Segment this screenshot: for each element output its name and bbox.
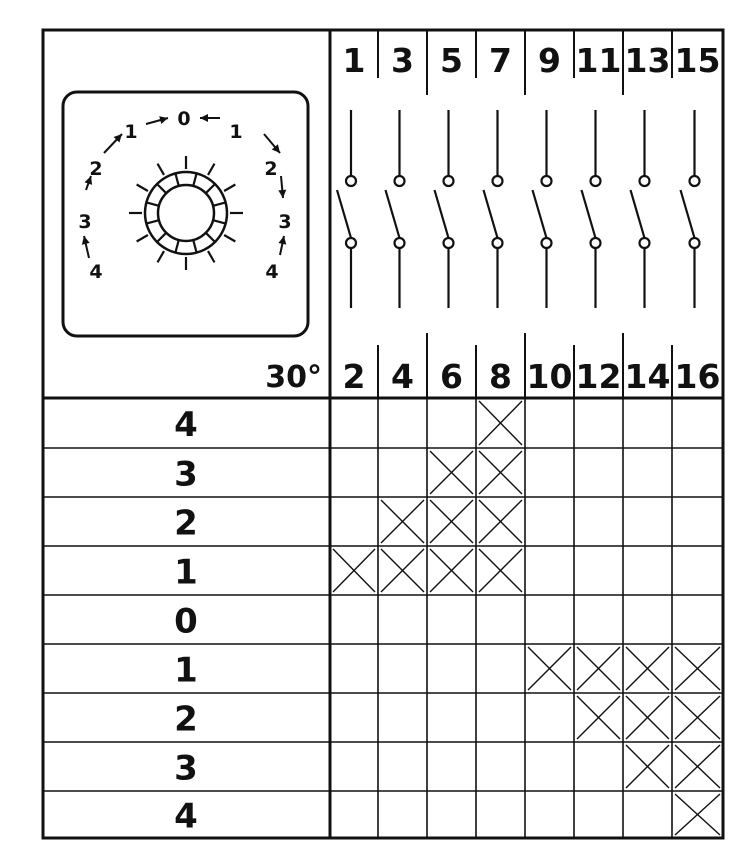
contact-label-bottom: 10 [526, 357, 573, 396]
contact-label-top: 13 [624, 41, 671, 80]
position-tick [158, 251, 165, 262]
ring-segment-tick [157, 233, 166, 242]
position-tick [208, 251, 215, 262]
closed-contact-mark [479, 401, 522, 445]
contact-label-bottom: 2 [342, 357, 366, 396]
switch-contact-bottom [395, 238, 405, 248]
switch-contact-bottom [542, 238, 552, 248]
position-label: 2 [174, 503, 198, 544]
diagram-frame [43, 30, 723, 838]
closed-contact-mark [626, 647, 669, 690]
contact-label-bottom: 6 [440, 357, 463, 396]
position-label: 3 [174, 454, 198, 495]
contact-label-bottom: 12 [575, 357, 622, 396]
ring-segment-tick [146, 220, 159, 223]
contact-label-top: 15 [674, 41, 721, 80]
position-tick [137, 235, 148, 242]
contact-label-top: 11 [575, 41, 622, 80]
switch-contact-bottom [346, 238, 356, 248]
switch-contact-top [690, 176, 700, 186]
switch-contact-top [493, 176, 503, 186]
switch-symbols [337, 110, 700, 308]
angle-label: 30° [265, 360, 322, 395]
contact-label-top: 7 [489, 41, 512, 80]
switch-contact-bottom [591, 238, 601, 248]
closed-contact-mark [479, 500, 522, 543]
closed-contact-marks [333, 401, 720, 835]
row-labels [174, 405, 198, 837]
switch-blade [582, 190, 596, 238]
dial-label-right-3: 3 [278, 211, 292, 233]
switch-contact-top [444, 176, 454, 186]
closed-contact-mark [577, 647, 620, 690]
closed-contact-mark [577, 696, 620, 739]
switch-contact-top [346, 176, 356, 186]
position-label: 4 [174, 405, 198, 445]
arrow-head [200, 114, 208, 122]
switch-contact-top [395, 176, 405, 186]
contact-label-top: 1 [342, 41, 366, 80]
switch-contact-bottom [690, 238, 700, 248]
position-tick [208, 164, 215, 175]
dial-label-left-4: 4 [89, 261, 103, 283]
contact-label-top: 3 [391, 41, 414, 80]
contact-label-top: 5 [440, 41, 463, 80]
arrow-head [82, 236, 90, 245]
position-tick [137, 185, 148, 192]
switch-contact-top [591, 176, 601, 186]
position-tick [224, 235, 235, 242]
contact-label-bottom: 14 [624, 357, 671, 396]
contact-headers [343, 30, 721, 398]
switch-contact-bottom [444, 238, 454, 248]
contact-label-bottom: 16 [674, 357, 721, 396]
ring-segment-tick [213, 202, 226, 205]
position-label: 1 [174, 552, 198, 593]
closed-contact-mark [528, 647, 571, 690]
contact-label-bottom: 4 [391, 357, 414, 396]
dial-label-left-1: 1 [124, 121, 138, 143]
closed-contact-mark [430, 451, 473, 494]
switch-contact-bottom [640, 238, 650, 248]
closed-contact-mark [430, 549, 473, 592]
arrow-head [278, 236, 286, 245]
closed-contact-mark [675, 647, 720, 690]
ring-segment-tick [157, 184, 166, 193]
position-label: 2 [174, 699, 198, 740]
contact-label-top: 9 [538, 41, 561, 80]
closed-contact-mark [479, 549, 522, 592]
switch-contact-bottom [493, 238, 503, 248]
ring-segment-tick [193, 240, 196, 253]
contact-label-bottom: 8 [489, 357, 512, 396]
switch-contact-top [640, 176, 650, 186]
position-label: 1 [174, 650, 198, 691]
position-tick [158, 164, 165, 175]
ring-segment-tick [175, 240, 178, 253]
position-tick [224, 185, 235, 192]
closed-contact-mark [675, 745, 720, 788]
closed-contact-mark [626, 745, 669, 788]
switch-blade [435, 190, 449, 238]
arrow-head [278, 190, 286, 198]
switch-blade [533, 190, 547, 238]
ring-segment-tick [213, 220, 226, 223]
switch-blade [631, 190, 645, 238]
closed-contact-mark [626, 696, 669, 739]
dial-label-right-4: 4 [265, 261, 279, 283]
switch-blade [484, 190, 498, 238]
closed-contact-mark [675, 794, 720, 835]
dial-label-0: 0 [177, 108, 191, 130]
position-label: 0 [174, 601, 198, 642]
switch-blade [681, 190, 695, 238]
ring-segment-tick [206, 184, 215, 193]
closed-contact-mark [675, 696, 720, 739]
dial-label-left-2: 2 [89, 158, 103, 180]
switch-contact-top [542, 176, 552, 186]
ring-segment-tick [206, 233, 215, 242]
ring-segment-tick [193, 173, 196, 186]
ring-segment-tick [146, 202, 159, 205]
ring-segment-tick [175, 173, 178, 186]
dial-inner-ring [158, 185, 214, 241]
grid-lines [43, 398, 723, 838]
closed-contact-mark [430, 500, 473, 543]
closed-contact-mark [381, 549, 424, 592]
switch-blade [386, 190, 400, 238]
dial-label-right-1: 1 [229, 121, 243, 143]
position-label: 4 [174, 796, 198, 837]
switch-blade [337, 190, 351, 238]
dial-label-left-3: 3 [78, 211, 92, 233]
dial-label-right-2: 2 [264, 158, 278, 180]
position-label: 3 [174, 748, 198, 789]
closed-contact-mark [381, 500, 424, 543]
closed-contact-mark [479, 451, 522, 494]
closed-contact-mark [333, 549, 375, 592]
rotary-dial [63, 92, 308, 336]
